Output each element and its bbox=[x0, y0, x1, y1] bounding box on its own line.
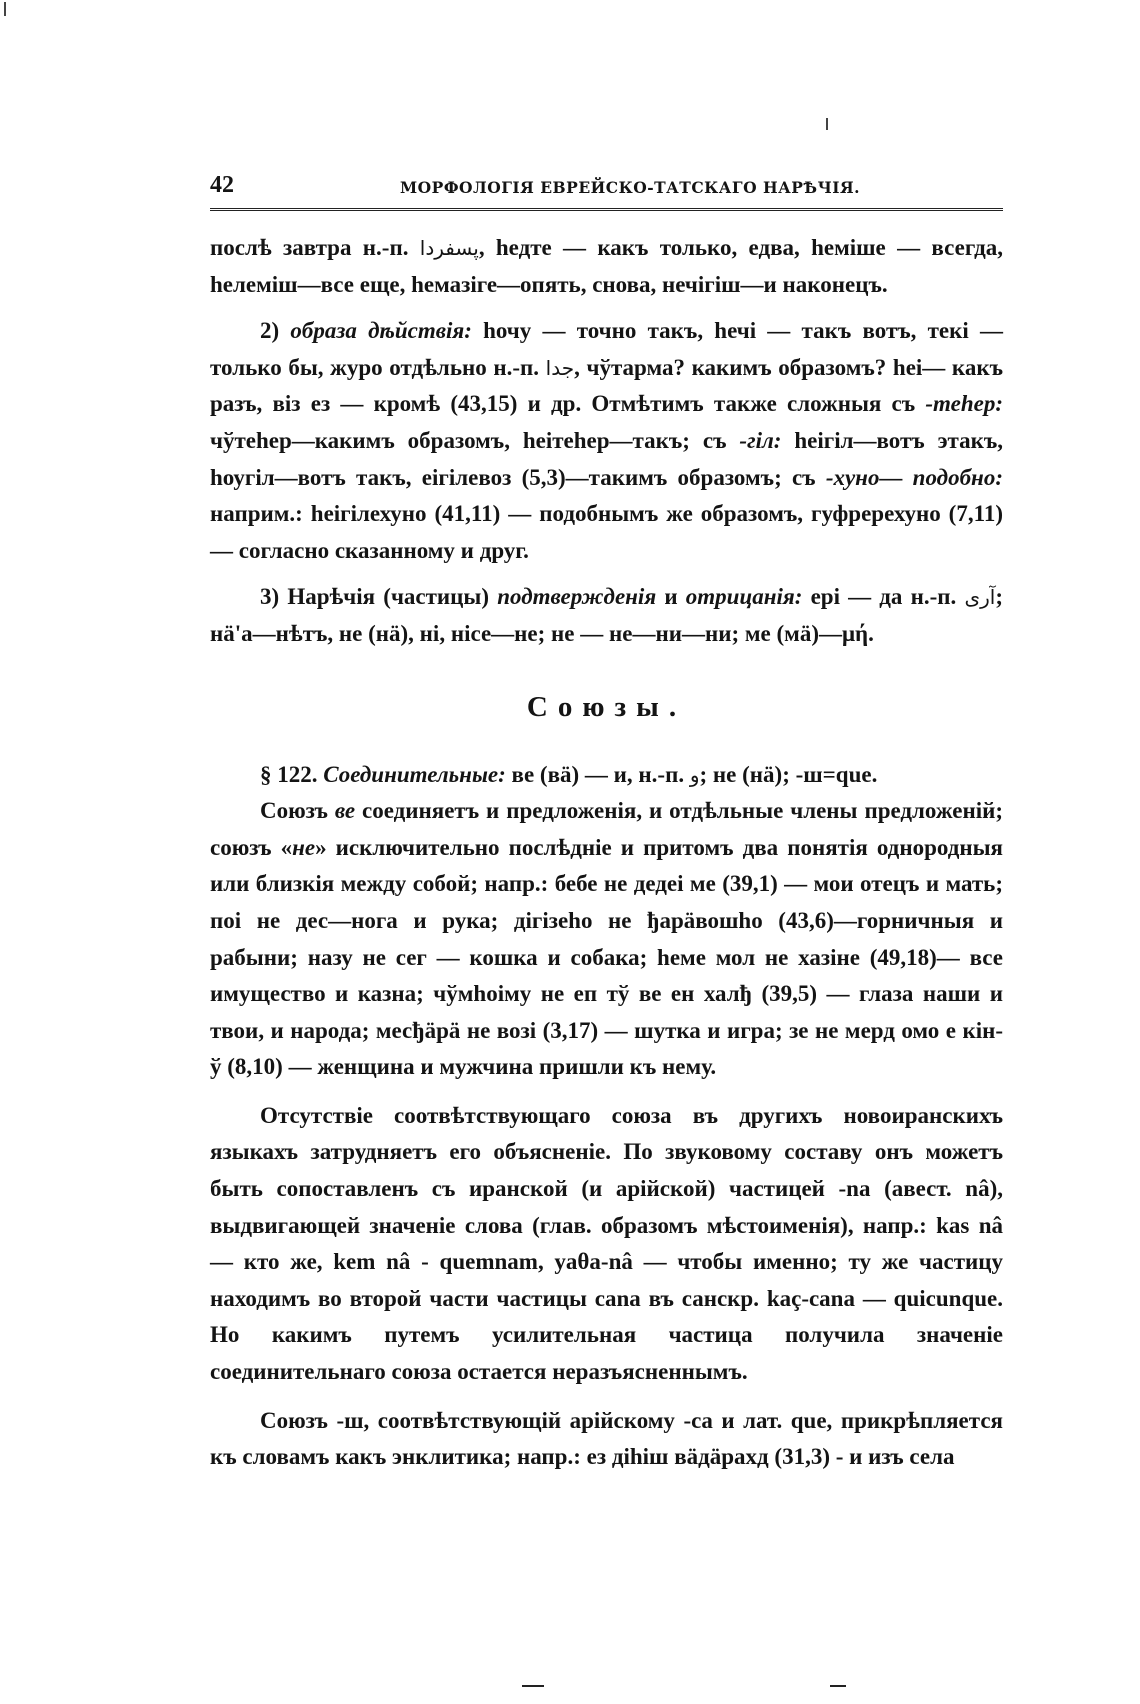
italic-term: -теhер: bbox=[925, 391, 1003, 417]
arabic-word: پسفردا bbox=[419, 236, 479, 260]
italic-term: -гiл: bbox=[739, 427, 782, 453]
paragraph-absence: Отсутствіе соотвѣтствующаго союза въ другихъ новоиранскихъ языкахъ затрудняетъ его объясненіе. По звуковому составу онъ можетъ быть сопоставленъ съ иранской (и арійской) частицей -na (авест. nâ), выдвигающей значеніе слова (глав. образомъ мѣстоименія), напр.: kas nâ — кто же, kem nâ - quemnam, yaθa-nâ — чтобы именно; ту же частицу находимъ во второй части частицы cana въ санскр. kaç-cana — quicunque. Но какимъ путемъ усилительная частица получила значеніе соединительнаго союза остается неразъясненнымъ. bbox=[210, 1102, 1003, 1385]
text-run: послѣ завтра н.-п. bbox=[210, 235, 420, 260]
text-run: 2) bbox=[260, 318, 291, 344]
text-run: ; не (нä); -ш=que. bbox=[699, 761, 878, 787]
text-run: , hедте — какъ только, едва, hемiше — всегда, hелемiш—все еще, hемазiге—опять, снова, нечiгiш—и наконецъ. bbox=[210, 235, 1004, 297]
italic-term: образа дѣйствія: bbox=[290, 318, 472, 344]
italic-term: не bbox=[292, 834, 316, 860]
arabic-word: جدا bbox=[545, 355, 575, 380]
page-number: 42 bbox=[210, 172, 234, 198]
paragraph-conjunction-ve bbox=[210, 793, 1003, 1086]
text-run: hеiгiл—вотъ этакъ, hоугiл—вотъ такъ, еiгiлевоз (5,3)—такимъ образомъ; съ bbox=[210, 427, 1003, 490]
italic-term: -хуно— подобно: bbox=[825, 464, 1003, 490]
text-run: Союзъ bbox=[260, 798, 335, 824]
header-rule bbox=[210, 208, 1003, 211]
scan-mark bbox=[522, 1685, 544, 1687]
arabic-word: آرى bbox=[964, 585, 996, 610]
text-run: § 122. bbox=[260, 761, 324, 787]
section-heading: Союзы. bbox=[526, 690, 687, 723]
body-text bbox=[210, 230, 1003, 1476]
page-header bbox=[210, 172, 1003, 208]
italic-term: отрицанія: bbox=[685, 584, 803, 610]
scan-mark bbox=[4, 2, 6, 16]
scan-mark bbox=[830, 1685, 846, 1687]
text-run: hочу — точно такъ, hечi — такъ вотъ, текi — только бы, журо отдѣльно н.-п. bbox=[210, 318, 1004, 380]
italic-term: Соединительные: bbox=[323, 761, 506, 787]
italic-term: подтвержденія bbox=[497, 584, 657, 610]
paragraph-adverbs-manner bbox=[210, 313, 1003, 569]
italic-term: ве bbox=[334, 798, 356, 824]
text-run: и bbox=[656, 584, 686, 610]
text-run: , чўтарма? какимъ образомъ? hеi— какъ разъ, вiз ез — кромѣ (43,15) и др. Отмѣтимъ также сложныя съ bbox=[210, 354, 1003, 417]
text-run: чўтеhер—какимъ образомъ, hеiтеhер—такъ; съ bbox=[210, 427, 740, 453]
text-run: 3) Нарѣчія (частицы) bbox=[260, 584, 498, 610]
paragraph-adverbs-affirmation bbox=[210, 579, 1003, 652]
paragraph-conjunction-sh: Союзъ -ш, соотвѣтствующій арійскому -ca и лат. que, прикрѣпляется къ словамъ какъ энклитика; напр.: ез дihiш вäдäрахд (31,3) - и изъ села bbox=[210, 1407, 1003, 1470]
bottom-scan-marks bbox=[0, 1685, 1140, 1689]
text-run: ве (вä) — и, н.-п. bbox=[505, 761, 690, 787]
paragraph-section-122 bbox=[210, 757, 1003, 794]
text-run: соединяетъ и предложенія, и отдѣльные члены предложеній; союзъ « bbox=[210, 798, 1003, 860]
paragraph-adverbs-time bbox=[210, 230, 1003, 303]
text-run: ; нä'а—нѣтъ, не (нä), нi, нiсе—не; не — не—ни—ни; ме (мä)—μή. bbox=[210, 584, 1003, 646]
text-run: наприм.: hеiгiлехуно (41,11) — подобнымъ же образомъ, гуфререхуно (7,11) — согласно сказанному и друг. bbox=[210, 501, 1003, 563]
scan-mark bbox=[826, 118, 828, 130]
text-run: ерi — да н.-п. bbox=[802, 584, 965, 610]
running-title: МОРФОЛОГІЯ ЕВРЕЙСКО-ТАТСКАГО НАРѢЧІЯ. bbox=[400, 178, 861, 197]
text-run: » исключительно послѣднiе и притомъ два понятія однородныя или близкія между собой; напр.: бебе не дедеi ме (39,1) — мои отецъ и мать; поi не дес—нога и рука; дiгiзеhо не ђарäвошhо (43,6)—горничныя и рабыни; назу не сег — кошка и собака; hеме мол не хазiне (49,18)— все имущество и казна; чўмhоiму не еп тў ве ен халђ (39,5) — глаза наши и твои, и народа; месђäрä не возi (3,17) — шутка и игра; зе не мерд омо е кiн-ў (8,10) — женщина и мужчина пришли къ нему. bbox=[210, 834, 1003, 1080]
arabic-word: و bbox=[689, 762, 700, 787]
